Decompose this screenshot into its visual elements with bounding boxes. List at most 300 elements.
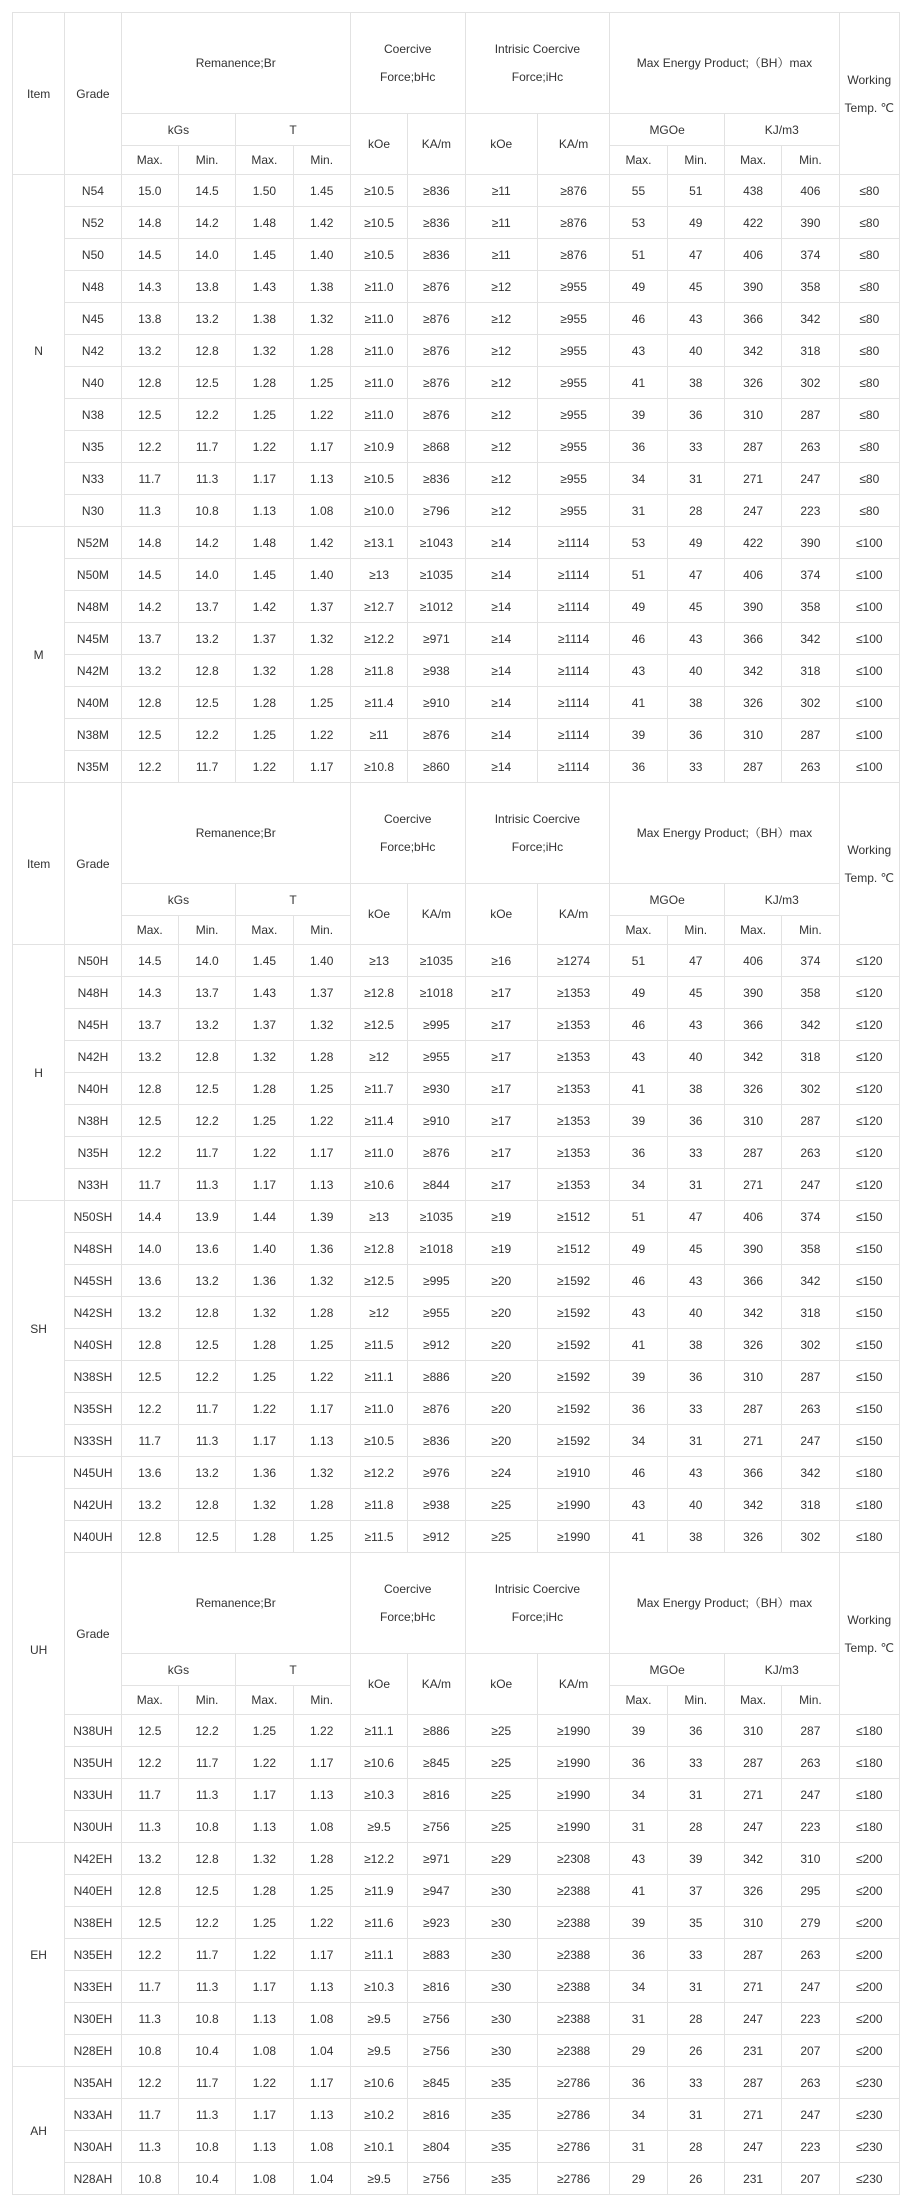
grade: N40SH bbox=[65, 1329, 121, 1361]
br-kgs-min: 13.7 bbox=[178, 591, 235, 623]
br-t-min: 1.13 bbox=[293, 1425, 350, 1457]
table-row bbox=[13, 1137, 900, 1169]
br-t-max: 1.17 bbox=[236, 1971, 293, 2003]
header-unit-koe: kOe bbox=[465, 884, 537, 945]
ihc-koe: ≥20 bbox=[465, 1329, 537, 1361]
bhc-kam: ≥836 bbox=[408, 207, 465, 239]
bhc-kam: ≥756 bbox=[408, 2035, 465, 2067]
grade: N42H bbox=[65, 1041, 121, 1073]
bhmax-mgoe-min: 40 bbox=[667, 1297, 724, 1329]
ihc-kam: ≥1990 bbox=[537, 1715, 609, 1747]
bhmax-kjm3-min: 318 bbox=[782, 1297, 839, 1329]
br-kgs-max: 13.2 bbox=[121, 1489, 178, 1521]
br-kgs-max: 12.2 bbox=[121, 1137, 178, 1169]
header-unit-koe: kOe bbox=[350, 1654, 407, 1715]
bhc-kam: ≥876 bbox=[408, 335, 465, 367]
bhc-koe: ≥11.0 bbox=[350, 271, 407, 303]
bhmax-kjm3-min: 287 bbox=[782, 1105, 839, 1137]
bhc-kam: ≥876 bbox=[408, 303, 465, 335]
br-t-max: 1.32 bbox=[236, 1041, 293, 1073]
working-temp: ≤150 bbox=[839, 1329, 899, 1361]
br-kgs-min: 12.5 bbox=[178, 1521, 235, 1553]
br-kgs-min: 12.8 bbox=[178, 1489, 235, 1521]
br-kgs-max: 11.7 bbox=[121, 1779, 178, 1811]
bhmax-mgoe-max: 53 bbox=[610, 207, 667, 239]
bhmax-kjm3-max: 326 bbox=[724, 1329, 781, 1361]
table-row bbox=[13, 1041, 900, 1073]
bhmax-kjm3-max: 310 bbox=[724, 719, 781, 751]
bhc-koe: ≥11.8 bbox=[350, 1489, 407, 1521]
magnet-properties-table bbox=[12, 12, 900, 2195]
br-t-max: 1.13 bbox=[236, 1811, 293, 1843]
header-remanence: Remanence;Br bbox=[121, 783, 350, 884]
ihc-koe: ≥25 bbox=[465, 1715, 537, 1747]
br-t-max: 1.25 bbox=[236, 399, 293, 431]
bhmax-kjm3-max: 271 bbox=[724, 1779, 781, 1811]
br-kgs-max: 12.2 bbox=[121, 1393, 178, 1425]
bhmax-mgoe-max: 43 bbox=[610, 335, 667, 367]
bhc-kam: ≥1035 bbox=[408, 1201, 465, 1233]
bhmax-mgoe-max: 39 bbox=[610, 1361, 667, 1393]
header-row bbox=[13, 114, 900, 146]
header-unit-kam: KA/m bbox=[408, 884, 465, 945]
ihc-kam: ≥2388 bbox=[537, 2035, 609, 2067]
br-kgs-max: 10.8 bbox=[121, 2035, 178, 2067]
br-t-max: 1.08 bbox=[236, 2035, 293, 2067]
br-t-max: 1.32 bbox=[236, 335, 293, 367]
bhc-kam: ≥836 bbox=[408, 175, 465, 207]
ihc-kam: ≥1114 bbox=[537, 751, 609, 783]
br-t-min: 1.32 bbox=[293, 1009, 350, 1041]
br-kgs-min: 11.3 bbox=[178, 1779, 235, 1811]
bhc-kam: ≥947 bbox=[408, 1875, 465, 1907]
table-row bbox=[13, 1265, 900, 1297]
br-t-min: 1.28 bbox=[293, 1297, 350, 1329]
bhmax-mgoe-max: 39 bbox=[610, 1105, 667, 1137]
table-row bbox=[13, 1747, 900, 1779]
br-t-max: 1.22 bbox=[236, 1393, 293, 1425]
bhmax-kjm3-max: 310 bbox=[724, 1907, 781, 1939]
bhc-kam: ≥876 bbox=[408, 367, 465, 399]
br-t-max: 1.22 bbox=[236, 1747, 293, 1779]
br-kgs-min: 13.2 bbox=[178, 1457, 235, 1489]
bhmax-mgoe-min: 45 bbox=[667, 1233, 724, 1265]
br-kgs-min: 11.7 bbox=[178, 1747, 235, 1779]
bhmax-kjm3-max: 247 bbox=[724, 495, 781, 527]
bhc-kam: ≥886 bbox=[408, 1715, 465, 1747]
bhmax-kjm3-min: 390 bbox=[782, 527, 839, 559]
br-kgs-min: 13.9 bbox=[178, 1201, 235, 1233]
br-kgs-min: 10.8 bbox=[178, 1811, 235, 1843]
grade: N48M bbox=[65, 591, 121, 623]
br-kgs-min: 13.2 bbox=[178, 1265, 235, 1297]
bhmax-mgoe-max: 41 bbox=[610, 1329, 667, 1361]
grade: N30 bbox=[65, 495, 121, 527]
table-row bbox=[13, 1939, 900, 1971]
br-t-max: 1.45 bbox=[236, 945, 293, 977]
br-t-max: 1.22 bbox=[236, 1939, 293, 1971]
working-temp: ≤80 bbox=[839, 367, 899, 399]
bhmax-mgoe-max: 39 bbox=[610, 399, 667, 431]
table-row bbox=[13, 1521, 900, 1553]
working-temp: ≤180 bbox=[839, 1747, 899, 1779]
header-working-temp: Working Temp. ℃ bbox=[839, 13, 899, 175]
working-temp: ≤230 bbox=[839, 2099, 899, 2131]
header-unit-koe: kOe bbox=[465, 114, 537, 175]
bhmax-kjm3-max: 406 bbox=[724, 239, 781, 271]
br-kgs-max: 12.8 bbox=[121, 1329, 178, 1361]
br-kgs-max: 12.5 bbox=[121, 1361, 178, 1393]
ihc-kam: ≥1114 bbox=[537, 591, 609, 623]
working-temp: ≤100 bbox=[839, 623, 899, 655]
bhmax-mgoe-min: 31 bbox=[667, 463, 724, 495]
header-intrinsic-coercive-force: Intrisic Coercive Force;iHc bbox=[465, 1553, 610, 1654]
bhmax-mgoe-min: 36 bbox=[667, 399, 724, 431]
bhmax-kjm3-max: 326 bbox=[724, 1875, 781, 1907]
ihc-koe: ≥12 bbox=[465, 303, 537, 335]
br-t-max: 1.32 bbox=[236, 1843, 293, 1875]
ihc-koe: ≥16 bbox=[465, 945, 537, 977]
header-unit-koe: kOe bbox=[350, 884, 407, 945]
grade: N40H bbox=[65, 1073, 121, 1105]
grade: N35SH bbox=[65, 1393, 121, 1425]
ihc-kam: ≥955 bbox=[537, 463, 609, 495]
bhmax-kjm3-max: 390 bbox=[724, 591, 781, 623]
ihc-kam: ≥1990 bbox=[537, 1489, 609, 1521]
bhc-kam: ≥876 bbox=[408, 271, 465, 303]
br-kgs-min: 12.8 bbox=[178, 1041, 235, 1073]
bhmax-kjm3-min: 295 bbox=[782, 1875, 839, 1907]
working-temp: ≤80 bbox=[839, 431, 899, 463]
br-t-min: 1.25 bbox=[293, 367, 350, 399]
bhc-kam: ≥1012 bbox=[408, 591, 465, 623]
grade: N33EH bbox=[65, 1971, 121, 2003]
ihc-koe: ≥25 bbox=[465, 1521, 537, 1553]
bhmax-kjm3-min: 358 bbox=[782, 591, 839, 623]
bhmax-mgoe-min: 47 bbox=[667, 1201, 724, 1233]
ihc-kam: ≥1114 bbox=[537, 655, 609, 687]
br-kgs-min: 14.0 bbox=[178, 945, 235, 977]
bhmax-kjm3-max: 310 bbox=[724, 1105, 781, 1137]
bhc-koe: ≥10.0 bbox=[350, 495, 407, 527]
ihc-koe: ≥30 bbox=[465, 1939, 537, 1971]
bhmax-mgoe-min: 33 bbox=[667, 1747, 724, 1779]
header-item: Item bbox=[13, 783, 65, 945]
header-remanence: Remanence;Br bbox=[121, 1553, 350, 1654]
grade: N42M bbox=[65, 655, 121, 687]
bhc-koe: ≥10.5 bbox=[350, 239, 407, 271]
bhmax-kjm3-max: 271 bbox=[724, 2099, 781, 2131]
table-row bbox=[13, 2131, 900, 2163]
br-kgs-max: 10.8 bbox=[121, 2163, 178, 2195]
br-kgs-max: 14.3 bbox=[121, 271, 178, 303]
table-row bbox=[13, 1843, 900, 1875]
header-intrinsic-coercive-force: Intrisic Coercive Force;iHc bbox=[465, 13, 610, 114]
bhmax-mgoe-max: 43 bbox=[610, 1041, 667, 1073]
header-max: Max. bbox=[724, 1686, 781, 1715]
header-unit-t: T bbox=[236, 1654, 351, 1686]
ihc-koe: ≥12 bbox=[465, 431, 537, 463]
bhmax-mgoe-min: 49 bbox=[667, 527, 724, 559]
br-kgs-max: 11.3 bbox=[121, 495, 178, 527]
bhmax-kjm3-max: 390 bbox=[724, 1233, 781, 1265]
table-row bbox=[13, 1425, 900, 1457]
bhmax-mgoe-min: 31 bbox=[667, 1169, 724, 1201]
working-temp: ≤230 bbox=[839, 2163, 899, 2195]
bhmax-mgoe-max: 34 bbox=[610, 1971, 667, 2003]
br-kgs-max: 13.2 bbox=[121, 655, 178, 687]
br-kgs-max: 12.8 bbox=[121, 1521, 178, 1553]
bhmax-mgoe-max: 39 bbox=[610, 1907, 667, 1939]
ihc-kam: ≥2388 bbox=[537, 1971, 609, 2003]
ihc-kam: ≥1990 bbox=[537, 1779, 609, 1811]
bhc-koe: ≥10.9 bbox=[350, 431, 407, 463]
grade: N35 bbox=[65, 431, 121, 463]
bhmax-kjm3-min: 287 bbox=[782, 1361, 839, 1393]
bhc-koe: ≥11.7 bbox=[350, 1073, 407, 1105]
br-t-min: 1.32 bbox=[293, 1457, 350, 1489]
bhmax-mgoe-max: 53 bbox=[610, 527, 667, 559]
bhmax-mgoe-max: 41 bbox=[610, 1875, 667, 1907]
br-kgs-max: 14.8 bbox=[121, 207, 178, 239]
table-row bbox=[13, 945, 900, 977]
header-unit-kam: KA/m bbox=[537, 884, 609, 945]
bhmax-kjm3-max: 342 bbox=[724, 1489, 781, 1521]
bhmax-mgoe-max: 49 bbox=[610, 591, 667, 623]
item-group-label: H bbox=[13, 945, 65, 1201]
bhmax-kjm3-min: 207 bbox=[782, 2163, 839, 2195]
bhc-koe: ≥11.0 bbox=[350, 367, 407, 399]
bhmax-kjm3-max: 247 bbox=[724, 2003, 781, 2035]
ihc-kam: ≥1353 bbox=[537, 1073, 609, 1105]
br-kgs-min: 13.6 bbox=[178, 1233, 235, 1265]
ihc-koe: ≥30 bbox=[465, 1875, 537, 1907]
working-temp: ≤230 bbox=[839, 2131, 899, 2163]
bhmax-kjm3-min: 342 bbox=[782, 623, 839, 655]
br-t-max: 1.22 bbox=[236, 1137, 293, 1169]
bhc-koe: ≥10.5 bbox=[350, 175, 407, 207]
bhmax-mgoe-min: 38 bbox=[667, 687, 724, 719]
bhmax-mgoe-max: 34 bbox=[610, 1169, 667, 1201]
br-kgs-min: 11.7 bbox=[178, 1939, 235, 1971]
working-temp: ≤150 bbox=[839, 1233, 899, 1265]
br-t-min: 1.13 bbox=[293, 2099, 350, 2131]
br-kgs-max: 13.2 bbox=[121, 335, 178, 367]
br-t-max: 1.42 bbox=[236, 591, 293, 623]
bhmax-mgoe-max: 36 bbox=[610, 1393, 667, 1425]
grade: N35UH bbox=[65, 1747, 121, 1779]
bhc-kam: ≥804 bbox=[408, 2131, 465, 2163]
bhmax-mgoe-max: 29 bbox=[610, 2163, 667, 2195]
br-kgs-min: 14.0 bbox=[178, 559, 235, 591]
br-kgs-min: 11.7 bbox=[178, 751, 235, 783]
br-t-min: 1.08 bbox=[293, 495, 350, 527]
br-kgs-max: 13.2 bbox=[121, 1297, 178, 1329]
header-max: Max. bbox=[236, 916, 293, 945]
working-temp: ≤200 bbox=[839, 1971, 899, 2003]
bhc-kam: ≥995 bbox=[408, 1009, 465, 1041]
header-max: Max. bbox=[610, 1686, 667, 1715]
grade: N48SH bbox=[65, 1233, 121, 1265]
bhmax-kjm3-max: 342 bbox=[724, 1041, 781, 1073]
br-kgs-max: 11.7 bbox=[121, 463, 178, 495]
ihc-kam: ≥1592 bbox=[537, 1393, 609, 1425]
bhc-koe: ≥11.8 bbox=[350, 655, 407, 687]
bhmax-mgoe-max: 43 bbox=[610, 1843, 667, 1875]
grade: N33UH bbox=[65, 1779, 121, 1811]
table-row bbox=[13, 1073, 900, 1105]
ihc-koe: ≥35 bbox=[465, 2067, 537, 2099]
working-temp: ≤180 bbox=[839, 1457, 899, 1489]
bhc-kam: ≥796 bbox=[408, 495, 465, 527]
bhmax-kjm3-min: 247 bbox=[782, 1169, 839, 1201]
br-t-min: 1.13 bbox=[293, 1779, 350, 1811]
bhmax-kjm3-min: 263 bbox=[782, 1137, 839, 1169]
table-row bbox=[13, 1779, 900, 1811]
ihc-koe: ≥20 bbox=[465, 1361, 537, 1393]
item-group-label: N bbox=[13, 175, 65, 527]
bhmax-mgoe-min: 35 bbox=[667, 1907, 724, 1939]
table-row bbox=[13, 1201, 900, 1233]
working-temp: ≤120 bbox=[839, 1009, 899, 1041]
ihc-kam: ≥1353 bbox=[537, 1009, 609, 1041]
ihc-koe: ≥17 bbox=[465, 1137, 537, 1169]
grade: N52M bbox=[65, 527, 121, 559]
bhmax-mgoe-max: 43 bbox=[610, 1297, 667, 1329]
bhmax-kjm3-max: 271 bbox=[724, 1971, 781, 2003]
item-group-label: M bbox=[13, 527, 65, 783]
bhc-koe: ≥12.2 bbox=[350, 623, 407, 655]
bhmax-mgoe-min: 36 bbox=[667, 1715, 724, 1747]
bhmax-mgoe-max: 46 bbox=[610, 1457, 667, 1489]
bhmax-kjm3-max: 366 bbox=[724, 303, 781, 335]
br-t-min: 1.42 bbox=[293, 527, 350, 559]
bhc-koe: ≥9.5 bbox=[350, 2003, 407, 2035]
bhmax-kjm3-max: 231 bbox=[724, 2035, 781, 2067]
br-kgs-min: 12.2 bbox=[178, 719, 235, 751]
br-t-max: 1.13 bbox=[236, 2003, 293, 2035]
grade: N45H bbox=[65, 1009, 121, 1041]
bhmax-mgoe-max: 51 bbox=[610, 1201, 667, 1233]
bhmax-mgoe-min: 28 bbox=[667, 1811, 724, 1843]
br-kgs-min: 13.2 bbox=[178, 303, 235, 335]
bhc-kam: ≥816 bbox=[408, 1779, 465, 1811]
br-t-max: 1.32 bbox=[236, 1489, 293, 1521]
ihc-koe: ≥14 bbox=[465, 591, 537, 623]
bhmax-mgoe-min: 33 bbox=[667, 431, 724, 463]
br-t-max: 1.37 bbox=[236, 623, 293, 655]
ihc-koe: ≥29 bbox=[465, 1843, 537, 1875]
br-t-max: 1.32 bbox=[236, 655, 293, 687]
item-group-label: UH bbox=[13, 1457, 65, 1843]
bhc-koe: ≥12 bbox=[350, 1041, 407, 1073]
bhmax-mgoe-min: 33 bbox=[667, 1939, 724, 1971]
br-t-max: 1.17 bbox=[236, 2099, 293, 2131]
bhmax-mgoe-max: 31 bbox=[610, 495, 667, 527]
br-t-max: 1.17 bbox=[236, 1169, 293, 1201]
ihc-kam: ≥1353 bbox=[537, 1041, 609, 1073]
br-t-min: 1.25 bbox=[293, 1875, 350, 1907]
bhmax-mgoe-max: 51 bbox=[610, 559, 667, 591]
item-group-label: AH bbox=[13, 2067, 65, 2195]
bhc-koe: ≥11.6 bbox=[350, 1907, 407, 1939]
br-t-max: 1.28 bbox=[236, 1521, 293, 1553]
ihc-koe: ≥12 bbox=[465, 399, 537, 431]
working-temp: ≤180 bbox=[839, 1521, 899, 1553]
br-t-max: 1.28 bbox=[236, 687, 293, 719]
bhmax-kjm3-min: 247 bbox=[782, 1971, 839, 2003]
header-unit-kam: KA/m bbox=[408, 1654, 465, 1715]
table-row bbox=[13, 1489, 900, 1521]
working-temp: ≤200 bbox=[839, 1907, 899, 1939]
bhc-kam: ≥1018 bbox=[408, 1233, 465, 1265]
br-kgs-min: 12.5 bbox=[178, 1875, 235, 1907]
bhmax-kjm3-max: 287 bbox=[724, 1747, 781, 1779]
ihc-kam: ≥2388 bbox=[537, 1907, 609, 1939]
header-working-temp: Working Temp. ℃ bbox=[839, 1553, 899, 1715]
table-row bbox=[13, 1393, 900, 1425]
ihc-kam: ≥1592 bbox=[537, 1297, 609, 1329]
bhmax-kjm3-min: 358 bbox=[782, 1233, 839, 1265]
grade: N45UH bbox=[65, 1457, 121, 1489]
working-temp: ≤150 bbox=[839, 1425, 899, 1457]
header-unit-koe: kOe bbox=[465, 1654, 537, 1715]
br-t-max: 1.50 bbox=[236, 175, 293, 207]
ihc-kam: ≥955 bbox=[537, 495, 609, 527]
header-unit-kjm3: KJ/m3 bbox=[724, 884, 839, 916]
ihc-koe: ≥25 bbox=[465, 1779, 537, 1811]
grade: N33 bbox=[65, 463, 121, 495]
ihc-koe: ≥14 bbox=[465, 559, 537, 591]
header-min: Min. bbox=[293, 146, 350, 175]
bhmax-kjm3-min: 406 bbox=[782, 175, 839, 207]
br-kgs-max: 12.5 bbox=[121, 1105, 178, 1137]
header-max: Max. bbox=[121, 146, 178, 175]
bhmax-kjm3-max: 326 bbox=[724, 1521, 781, 1553]
bhmax-mgoe-min: 33 bbox=[667, 2067, 724, 2099]
br-t-min: 1.28 bbox=[293, 1041, 350, 1073]
working-temp: ≤200 bbox=[839, 1939, 899, 1971]
bhmax-mgoe-min: 33 bbox=[667, 1393, 724, 1425]
bhmax-kjm3-min: 358 bbox=[782, 977, 839, 1009]
bhmax-kjm3-max: 438 bbox=[724, 175, 781, 207]
bhmax-kjm3-max: 390 bbox=[724, 977, 781, 1009]
header-min: Min. bbox=[178, 916, 235, 945]
header-min: Min. bbox=[293, 916, 350, 945]
working-temp: ≤120 bbox=[839, 1073, 899, 1105]
ihc-kam: ≥2786 bbox=[537, 2067, 609, 2099]
bhc-kam: ≥938 bbox=[408, 1489, 465, 1521]
br-t-max: 1.44 bbox=[236, 1201, 293, 1233]
br-kgs-max: 12.8 bbox=[121, 1875, 178, 1907]
header-unit-mgoe: MGOe bbox=[610, 1654, 725, 1686]
header-row bbox=[13, 1654, 900, 1686]
bhc-koe: ≥11.1 bbox=[350, 1715, 407, 1747]
working-temp: ≤150 bbox=[839, 1361, 899, 1393]
ihc-koe: ≥14 bbox=[465, 623, 537, 655]
grade: N35AH bbox=[65, 2067, 121, 2099]
bhc-koe: ≥12.8 bbox=[350, 977, 407, 1009]
working-temp: ≤180 bbox=[839, 1715, 899, 1747]
br-t-min: 1.32 bbox=[293, 623, 350, 655]
bhc-kam: ≥912 bbox=[408, 1521, 465, 1553]
br-kgs-min: 12.5 bbox=[178, 1073, 235, 1105]
grade: N38 bbox=[65, 399, 121, 431]
br-kgs-min: 14.0 bbox=[178, 239, 235, 271]
br-kgs-min: 11.3 bbox=[178, 1169, 235, 1201]
bhmax-mgoe-max: 31 bbox=[610, 2131, 667, 2163]
bhmax-mgoe-max: 36 bbox=[610, 1137, 667, 1169]
